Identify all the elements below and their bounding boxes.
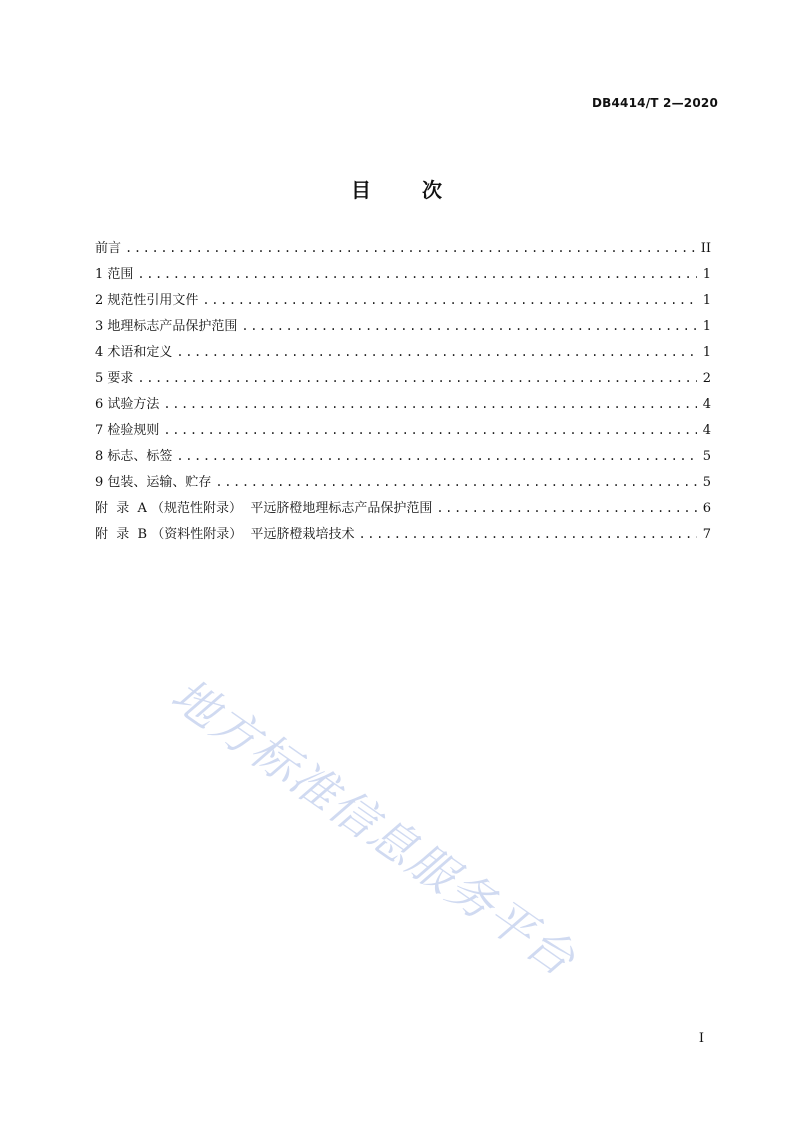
toc-entry-page: 1	[702, 267, 711, 282]
toc-entry-page: 6	[702, 501, 711, 516]
dot-leader	[176, 446, 697, 466]
toc-entry-label: 5 要求	[95, 371, 134, 386]
toc-entry-label: 2 规范性引用文件	[95, 293, 199, 308]
toc-entry-page: 2	[702, 371, 711, 386]
toc-entry-label: 6 试验方法	[95, 397, 160, 412]
title-char-1: 目	[351, 178, 372, 202]
toc-entry-page: II	[700, 241, 711, 256]
dot-leader	[137, 368, 697, 388]
toc-entry-page: 1	[702, 319, 711, 334]
toc-entry-label: 3 地理标志产品保护范围	[95, 319, 238, 334]
toc-entry-page: 5	[702, 475, 711, 490]
toc-entry-terms-definitions[interactable]	[95, 342, 711, 368]
toc-entry-appendix-b[interactable]	[95, 524, 711, 550]
toc-entry-scope[interactable]	[95, 264, 711, 290]
dot-leader	[176, 342, 697, 362]
dot-leader	[241, 316, 697, 336]
toc-entry-foreword[interactable]	[95, 238, 711, 264]
toc-entry-label: 前言	[95, 241, 122, 256]
document-code: DB4414/T 2—2020	[592, 96, 718, 110]
dot-leader	[215, 472, 697, 492]
toc-entry-protection-scope[interactable]	[95, 316, 711, 342]
toc-entry-label: 4 术语和定义	[95, 345, 173, 360]
toc-entry-packaging-transport-storage[interactable]	[95, 472, 711, 498]
dot-leader	[358, 524, 697, 544]
toc-entry-page: 1	[702, 345, 711, 360]
toc-entry-normative-references[interactable]	[95, 290, 711, 316]
dot-leader	[137, 264, 697, 284]
toc-entry-label: 附 录 A （规范性附录） 平远脐橙地理标志产品保护范围	[95, 501, 433, 516]
dot-leader	[163, 394, 697, 414]
table-of-contents	[95, 238, 711, 550]
toc-entry-page: 4	[702, 397, 711, 412]
dot-leader	[436, 498, 697, 518]
toc-entry-inspection-rules[interactable]	[95, 420, 711, 446]
toc-entry-requirements[interactable]	[95, 368, 711, 394]
toc-entry-label: 附 录 B （资料性附录） 平远脐橙栽培技术	[95, 527, 355, 542]
toc-entry-page: 7	[702, 527, 711, 542]
toc-entry-test-methods[interactable]	[95, 394, 711, 420]
page-number: I	[698, 1031, 704, 1046]
toc-entry-label: 9 包装、运输、贮存	[95, 475, 212, 490]
toc-entry-label: 7 检验规则	[95, 423, 160, 438]
watermark: 地方标准信息服务平台	[161, 667, 587, 987]
toc-entry-page: 4	[702, 423, 711, 438]
page-title	[0, 174, 793, 203]
toc-entry-page: 5	[702, 449, 711, 464]
title-char-2: 次	[421, 178, 442, 202]
toc-entry-label: 8 标志、标签	[95, 449, 173, 464]
dot-leader	[202, 290, 697, 310]
toc-entry-page: 1	[702, 293, 711, 308]
toc-entry-label: 1 范围	[95, 267, 134, 282]
toc-entry-appendix-a[interactable]	[95, 498, 711, 524]
toc-entry-marking-labeling[interactable]	[95, 446, 711, 472]
dot-leader	[125, 238, 697, 258]
dot-leader	[163, 420, 697, 440]
